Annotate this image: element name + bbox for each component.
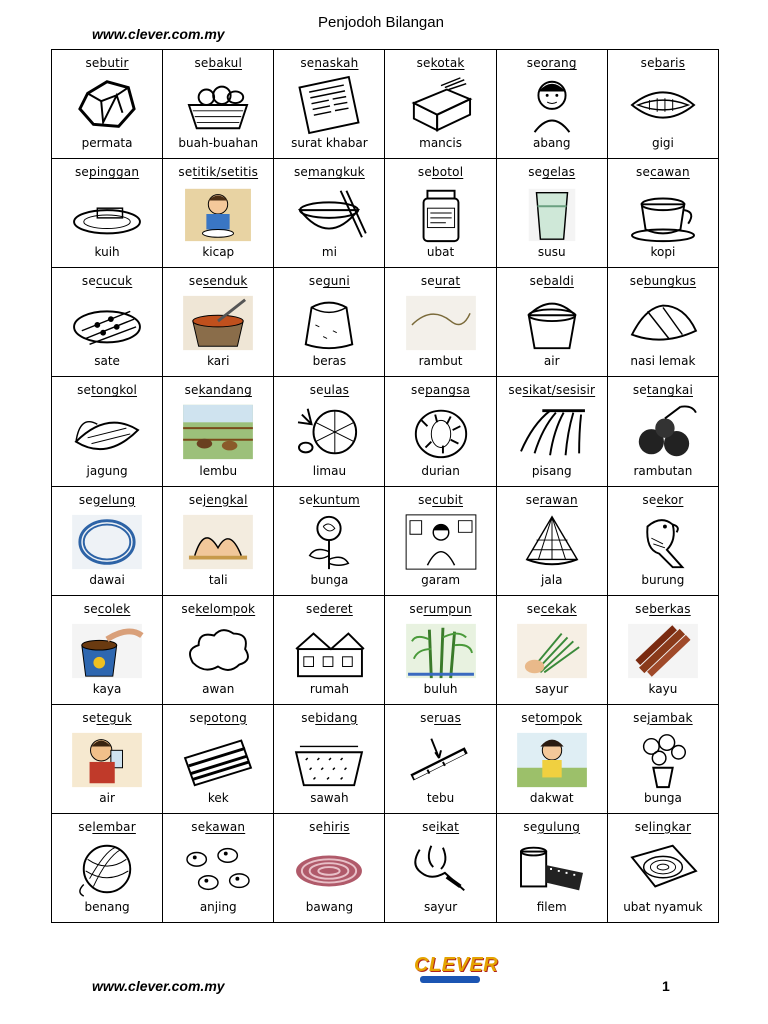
classifier-root: butir [99, 56, 129, 70]
classifier-root: rumpun [423, 601, 472, 616]
classifier-root: gelung [92, 492, 136, 507]
classifier-label [52, 711, 162, 725]
classifier-prefix: se [409, 601, 424, 616]
classifier-cell [385, 705, 496, 814]
classifier-label [163, 820, 273, 834]
paddy-field-icon [289, 729, 369, 791]
sugarcane-icon [401, 729, 481, 791]
classifier-cell [608, 705, 719, 814]
classifier-root: bakul [208, 56, 243, 70]
noun-label: jagung [86, 463, 128, 478]
classifier-label [274, 274, 384, 288]
durian-icon [401, 401, 481, 463]
classifier-prefix: se [523, 819, 538, 834]
classifier-root: senduk [202, 274, 248, 289]
classifier-label [163, 165, 273, 179]
classifier-label [497, 274, 607, 288]
noun-label: anjing [199, 900, 237, 914]
classifier-root: baldi [543, 274, 574, 289]
classifier-label [52, 383, 162, 397]
classifier-root: potong [203, 710, 247, 725]
classifier-prefix: se [188, 492, 203, 507]
noodle-bowl-icon [289, 183, 369, 245]
classifier-prefix: se [629, 274, 644, 289]
classifier-prefix: se [632, 383, 647, 398]
classifier-root: jengkal [202, 492, 248, 507]
classifier-cell [52, 268, 163, 377]
classifier-cell [163, 268, 274, 377]
classifier-label [385, 711, 495, 725]
rose-icon [289, 511, 369, 573]
classifier-label [274, 711, 384, 725]
classifier-root: cawan [650, 165, 690, 180]
classifier-label [274, 56, 384, 70]
noun-label: filem [536, 900, 567, 914]
classifier-root: cekak [540, 601, 577, 616]
classifier-root: ikat [436, 819, 460, 834]
noun-label: rambut [418, 354, 463, 369]
noun-label: bunga [644, 790, 682, 805]
classifier-cell [497, 596, 608, 705]
classifier-prefix: se [191, 819, 206, 834]
classifier-prefix: se [308, 274, 323, 289]
classifier-root: orang [540, 56, 577, 70]
classifier-cell [52, 487, 163, 596]
cattle-pen-icon [178, 401, 258, 463]
classifier-prefix: se [184, 383, 199, 398]
noun-label: sawah [310, 790, 349, 805]
page-number: 1 [662, 978, 670, 994]
classifier-cell [608, 487, 719, 596]
classifier-prefix: se [81, 274, 96, 289]
classifier-root: colek [97, 601, 131, 616]
classifier-prefix: se [417, 165, 432, 180]
classifier-root: lembar [92, 819, 136, 834]
classifier-prefix: se [85, 56, 100, 70]
classifier-root: kotak [430, 56, 465, 70]
classifier-cell [385, 596, 496, 705]
noun-label: dakwat [529, 790, 574, 805]
noun-label: garam [421, 572, 461, 587]
classifier-label [52, 602, 162, 616]
classifier-label [608, 602, 718, 616]
noun-label: jala [541, 572, 563, 587]
classifier-prefix: se [78, 819, 93, 834]
noun-label: kari [207, 354, 230, 369]
noun-label: dawai [89, 572, 125, 587]
classifier-cell [497, 268, 608, 377]
classifier-root: titik/setitis [192, 165, 259, 180]
classifier-cell [385, 814, 496, 923]
classifier-prefix: se [634, 819, 649, 834]
classifier-cell [274, 814, 385, 923]
classifier-root: botol [431, 165, 464, 180]
corn-icon [67, 401, 147, 463]
classifier-cell [52, 50, 163, 159]
classifier-label [608, 493, 718, 507]
classifier-prefix: se [188, 274, 203, 289]
classifier-cell [274, 50, 385, 159]
classifier-grid [51, 49, 719, 923]
noun-label: kopi [650, 245, 676, 260]
classifier-label [274, 602, 384, 616]
jam-jar-icon [67, 620, 147, 682]
gem-icon [67, 74, 147, 136]
classifier-root: tompok [535, 710, 583, 725]
classifier-root: cubit [432, 492, 464, 507]
noun-label: kayu [648, 681, 678, 696]
classifier-cell [385, 268, 496, 377]
noun-label: beras [312, 354, 347, 369]
classifier-cell [608, 159, 719, 268]
noun-label: air [99, 790, 115, 805]
classifier-prefix: se [293, 165, 309, 180]
classifier-cell [274, 705, 385, 814]
classifier-label [52, 820, 162, 834]
classifier-label [385, 602, 495, 616]
noun-label: surat khabar [291, 136, 368, 151]
classifier-cell [163, 487, 274, 596]
classifier-prefix: se [301, 710, 316, 725]
newspaper-icon [289, 74, 369, 136]
classifier-root: deret [320, 601, 353, 616]
noun-label: air [543, 354, 560, 369]
classifier-label [608, 383, 718, 397]
classifier-cell [608, 50, 719, 159]
teeth-icon [623, 74, 703, 136]
classifier-cell [385, 487, 496, 596]
noun-label: benang [84, 900, 130, 914]
classifier-root: berkas [649, 601, 691, 616]
classifier-cell [385, 377, 496, 486]
cloud-icon [178, 620, 258, 682]
medicine-bottle-icon [401, 183, 481, 245]
noun-label: kicap [202, 245, 235, 260]
classifier-root: guni [322, 274, 350, 289]
noun-label: bawang [305, 900, 354, 914]
classifier-label [385, 820, 495, 834]
classifier-label [274, 820, 384, 834]
classifier-prefix: se [74, 165, 90, 180]
classifier-root: naskah [314, 56, 359, 70]
classifier-root: urat [434, 274, 461, 289]
classifier-prefix: se [635, 601, 650, 616]
classifier-root: pinggan [89, 165, 140, 180]
noun-label: buah-buahan [178, 136, 259, 151]
noun-label: ubat nyamuk [623, 900, 703, 914]
noun-label: kuih [94, 245, 120, 260]
boy-drinking-icon [67, 729, 147, 791]
fishing-net-icon [512, 511, 592, 573]
noun-label: burung [641, 572, 685, 587]
classifier-root: bidang [315, 710, 358, 725]
classifier-prefix: se [77, 383, 92, 398]
classifier-root: ruas [434, 710, 462, 725]
classifier-root: ekor [656, 492, 684, 507]
noun-label: sayur [423, 900, 458, 914]
classifier-prefix: se [309, 819, 324, 834]
noun-label: susu [537, 245, 566, 260]
plate-icon [67, 183, 147, 245]
classifier-root: kelompok [195, 601, 256, 616]
classifier-cell [163, 596, 274, 705]
classifier-cell [608, 377, 719, 486]
noun-label: limau [312, 463, 347, 478]
classifier-prefix: se [181, 601, 196, 616]
classifier-cell [52, 814, 163, 923]
flower-bouquet-icon [623, 729, 703, 791]
classifier-prefix: se [416, 56, 431, 70]
parrot-icon [623, 511, 703, 573]
classifier-label [497, 711, 607, 725]
noun-label: durian [421, 463, 460, 478]
classifier-label [163, 274, 273, 288]
bucket-icon [512, 292, 592, 354]
noun-label: sayur [535, 681, 569, 696]
classifier-prefix: se [411, 383, 426, 398]
classifier-cell [163, 50, 274, 159]
noun-label: nasi lemak [630, 354, 696, 369]
classifier-root: pangsa [425, 383, 471, 398]
classifier-cell [608, 268, 719, 377]
classifier-prefix: se [528, 165, 543, 180]
classifier-root: tongkol [91, 383, 138, 398]
classifier-prefix: se [529, 274, 544, 289]
classifier-prefix: se [82, 710, 97, 725]
classifier-label [163, 602, 273, 616]
classifier-cell [608, 814, 719, 923]
classifier-root: mangkuk [308, 165, 365, 180]
classifier-cell [163, 814, 274, 923]
classifier-root: kuntum [312, 492, 360, 507]
classifier-cell [274, 377, 385, 486]
vegetable-bunch-icon [512, 620, 592, 682]
noun-label: buluh [423, 681, 458, 696]
noun-label: sate [94, 354, 120, 369]
classifier-prefix: se [640, 56, 655, 70]
classifier-label [608, 274, 718, 288]
classifier-prefix: se [189, 710, 204, 725]
classifier-root: tangkai [646, 383, 693, 398]
cake-slice-icon [178, 729, 258, 791]
fruit-basket-icon [178, 74, 258, 136]
classifier-prefix: se [194, 56, 209, 70]
classifier-root: baris [654, 56, 686, 70]
noun-label: kek [207, 790, 229, 805]
classifier-cell [385, 159, 496, 268]
noun-label: abang [532, 136, 571, 151]
classifier-label [163, 383, 273, 397]
classifier-cell [163, 377, 274, 486]
classifier-cell [52, 377, 163, 486]
classifier-root: gelas [542, 165, 576, 180]
classifier-prefix: se [420, 710, 435, 725]
classifier-prefix: se [306, 601, 321, 616]
coffee-cup-icon [623, 183, 703, 245]
classifier-cell [497, 487, 608, 596]
onion-slice-icon [289, 838, 369, 900]
food-packet-icon [623, 292, 703, 354]
classifier-root: rawan [539, 492, 578, 507]
rambutan-icon [623, 401, 703, 463]
classifier-cell [163, 159, 274, 268]
classifier-label [608, 820, 718, 834]
mosquito-coil-icon [623, 838, 703, 900]
classifier-prefix: se [508, 383, 523, 398]
classifier-root: hiris [323, 819, 350, 834]
noun-label: rumah [309, 681, 349, 696]
classifier-label [52, 56, 162, 70]
noun-label: bunga [310, 572, 349, 587]
noun-label: pisang [531, 463, 572, 478]
classifier-root: ulas [323, 383, 350, 398]
classifier-cell [274, 596, 385, 705]
classifier-label [274, 493, 384, 507]
noun-label: tebu [426, 790, 455, 805]
classifier-label [497, 602, 607, 616]
classifier-prefix: se [78, 492, 93, 507]
yarn-ball-icon [67, 838, 147, 900]
classifier-cell [52, 596, 163, 705]
logo-banner [420, 976, 480, 983]
classifier-label [163, 493, 273, 507]
classifier-cell [274, 159, 385, 268]
classifier-label [52, 493, 162, 507]
classifier-root: jambak [647, 710, 693, 725]
noun-label: kaya [92, 681, 122, 696]
satay-icon [67, 292, 147, 354]
classifier-label [385, 493, 495, 507]
noun-label: tali [208, 572, 228, 587]
noun-label: gigi [651, 136, 674, 151]
classifier-label [274, 165, 384, 179]
noun-label: ubat [426, 245, 455, 260]
film-roll-icon [512, 838, 592, 900]
matchbox-icon [401, 74, 481, 136]
banana-icon [512, 401, 592, 463]
classifier-cell [385, 50, 496, 159]
classifier-label [497, 820, 607, 834]
clever-logo [414, 950, 499, 998]
classifier-cell [497, 814, 608, 923]
wire-coil-icon [67, 511, 147, 573]
classifier-cell [497, 377, 608, 486]
noun-label: mancis [419, 136, 462, 151]
hand-span-icon [178, 511, 258, 573]
classifier-root: sikat/sesisir [522, 383, 596, 398]
hair-strand-icon [401, 292, 481, 354]
classifier-label [385, 274, 495, 288]
boy-icon [512, 74, 592, 136]
classifier-cell [608, 596, 719, 705]
classifier-label [497, 493, 607, 507]
classifier-label [608, 711, 718, 725]
classifier-root: bungkus [643, 274, 697, 289]
classifier-label [385, 165, 495, 179]
classifier-label [274, 383, 384, 397]
classifier-prefix: se [300, 56, 315, 70]
classifier-cell [52, 159, 163, 268]
classifier-prefix: se [636, 165, 651, 180]
ladle-pot-icon [178, 292, 258, 354]
footer-website-url: www.clever.com.my [92, 978, 225, 994]
glass-icon [512, 183, 592, 245]
classifier-prefix: se [298, 492, 313, 507]
firewood-icon [623, 620, 703, 682]
classifier-root: teguk [96, 710, 132, 725]
classifier-label [385, 56, 495, 70]
classifier-prefix: se [633, 710, 648, 725]
classifier-cell [497, 705, 608, 814]
boy-eating-icon [178, 183, 258, 245]
classifier-cell [52, 705, 163, 814]
noun-label: permata [81, 136, 133, 151]
noun-label: lembu [199, 463, 238, 478]
classifier-cell [497, 159, 608, 268]
classifier-prefix: se [422, 819, 437, 834]
classifier-prefix: se [418, 492, 433, 507]
classifier-prefix: se [526, 601, 541, 616]
header-website-url: www.clever.com.my [92, 26, 225, 42]
noun-label: rambutan [633, 463, 693, 478]
logo-text: CLEVER [414, 954, 499, 976]
classifier-label [52, 274, 162, 288]
row-houses-icon [289, 620, 369, 682]
classifier-label [497, 56, 607, 70]
classifier-prefix: se [83, 601, 98, 616]
classifier-cell [274, 487, 385, 596]
classifier-label [608, 56, 718, 70]
classifier-prefix: se [178, 165, 193, 180]
classifier-label [497, 383, 607, 397]
classifier-root: lingkar [648, 819, 692, 834]
classifier-label [385, 383, 495, 397]
classifier-root: gulung [537, 819, 581, 834]
classifier-cell [163, 705, 274, 814]
classifier-label [163, 56, 273, 70]
classifier-prefix: se [309, 383, 324, 398]
dogs-icon [178, 838, 258, 900]
classifier-prefix: se [526, 56, 541, 70]
classifier-prefix: se [521, 710, 536, 725]
rice-sack-icon [289, 292, 369, 354]
bamboo-icon [401, 620, 481, 682]
classifier-cell [274, 268, 385, 377]
girl-ink-icon [512, 729, 592, 791]
classifier-prefix: se [420, 274, 435, 289]
classifier-root: kandang [198, 383, 252, 398]
orange-icon [289, 401, 369, 463]
classifier-label [52, 165, 162, 179]
tied-vegetable-icon [401, 838, 481, 900]
classifier-label [608, 165, 718, 179]
noun-label: awan [202, 681, 235, 696]
classifier-cell [497, 50, 608, 159]
woman-cooking-icon [401, 511, 481, 573]
classifier-root: cucuk [95, 274, 133, 289]
classifier-label [497, 165, 607, 179]
classifier-label [163, 711, 273, 725]
classifier-prefix: se [642, 492, 657, 507]
page-title: Penjodoh Bilangan [318, 14, 444, 31]
classifier-prefix: se [525, 492, 540, 507]
classifier-root: kawan [205, 819, 246, 834]
noun-label: mi [321, 245, 337, 260]
